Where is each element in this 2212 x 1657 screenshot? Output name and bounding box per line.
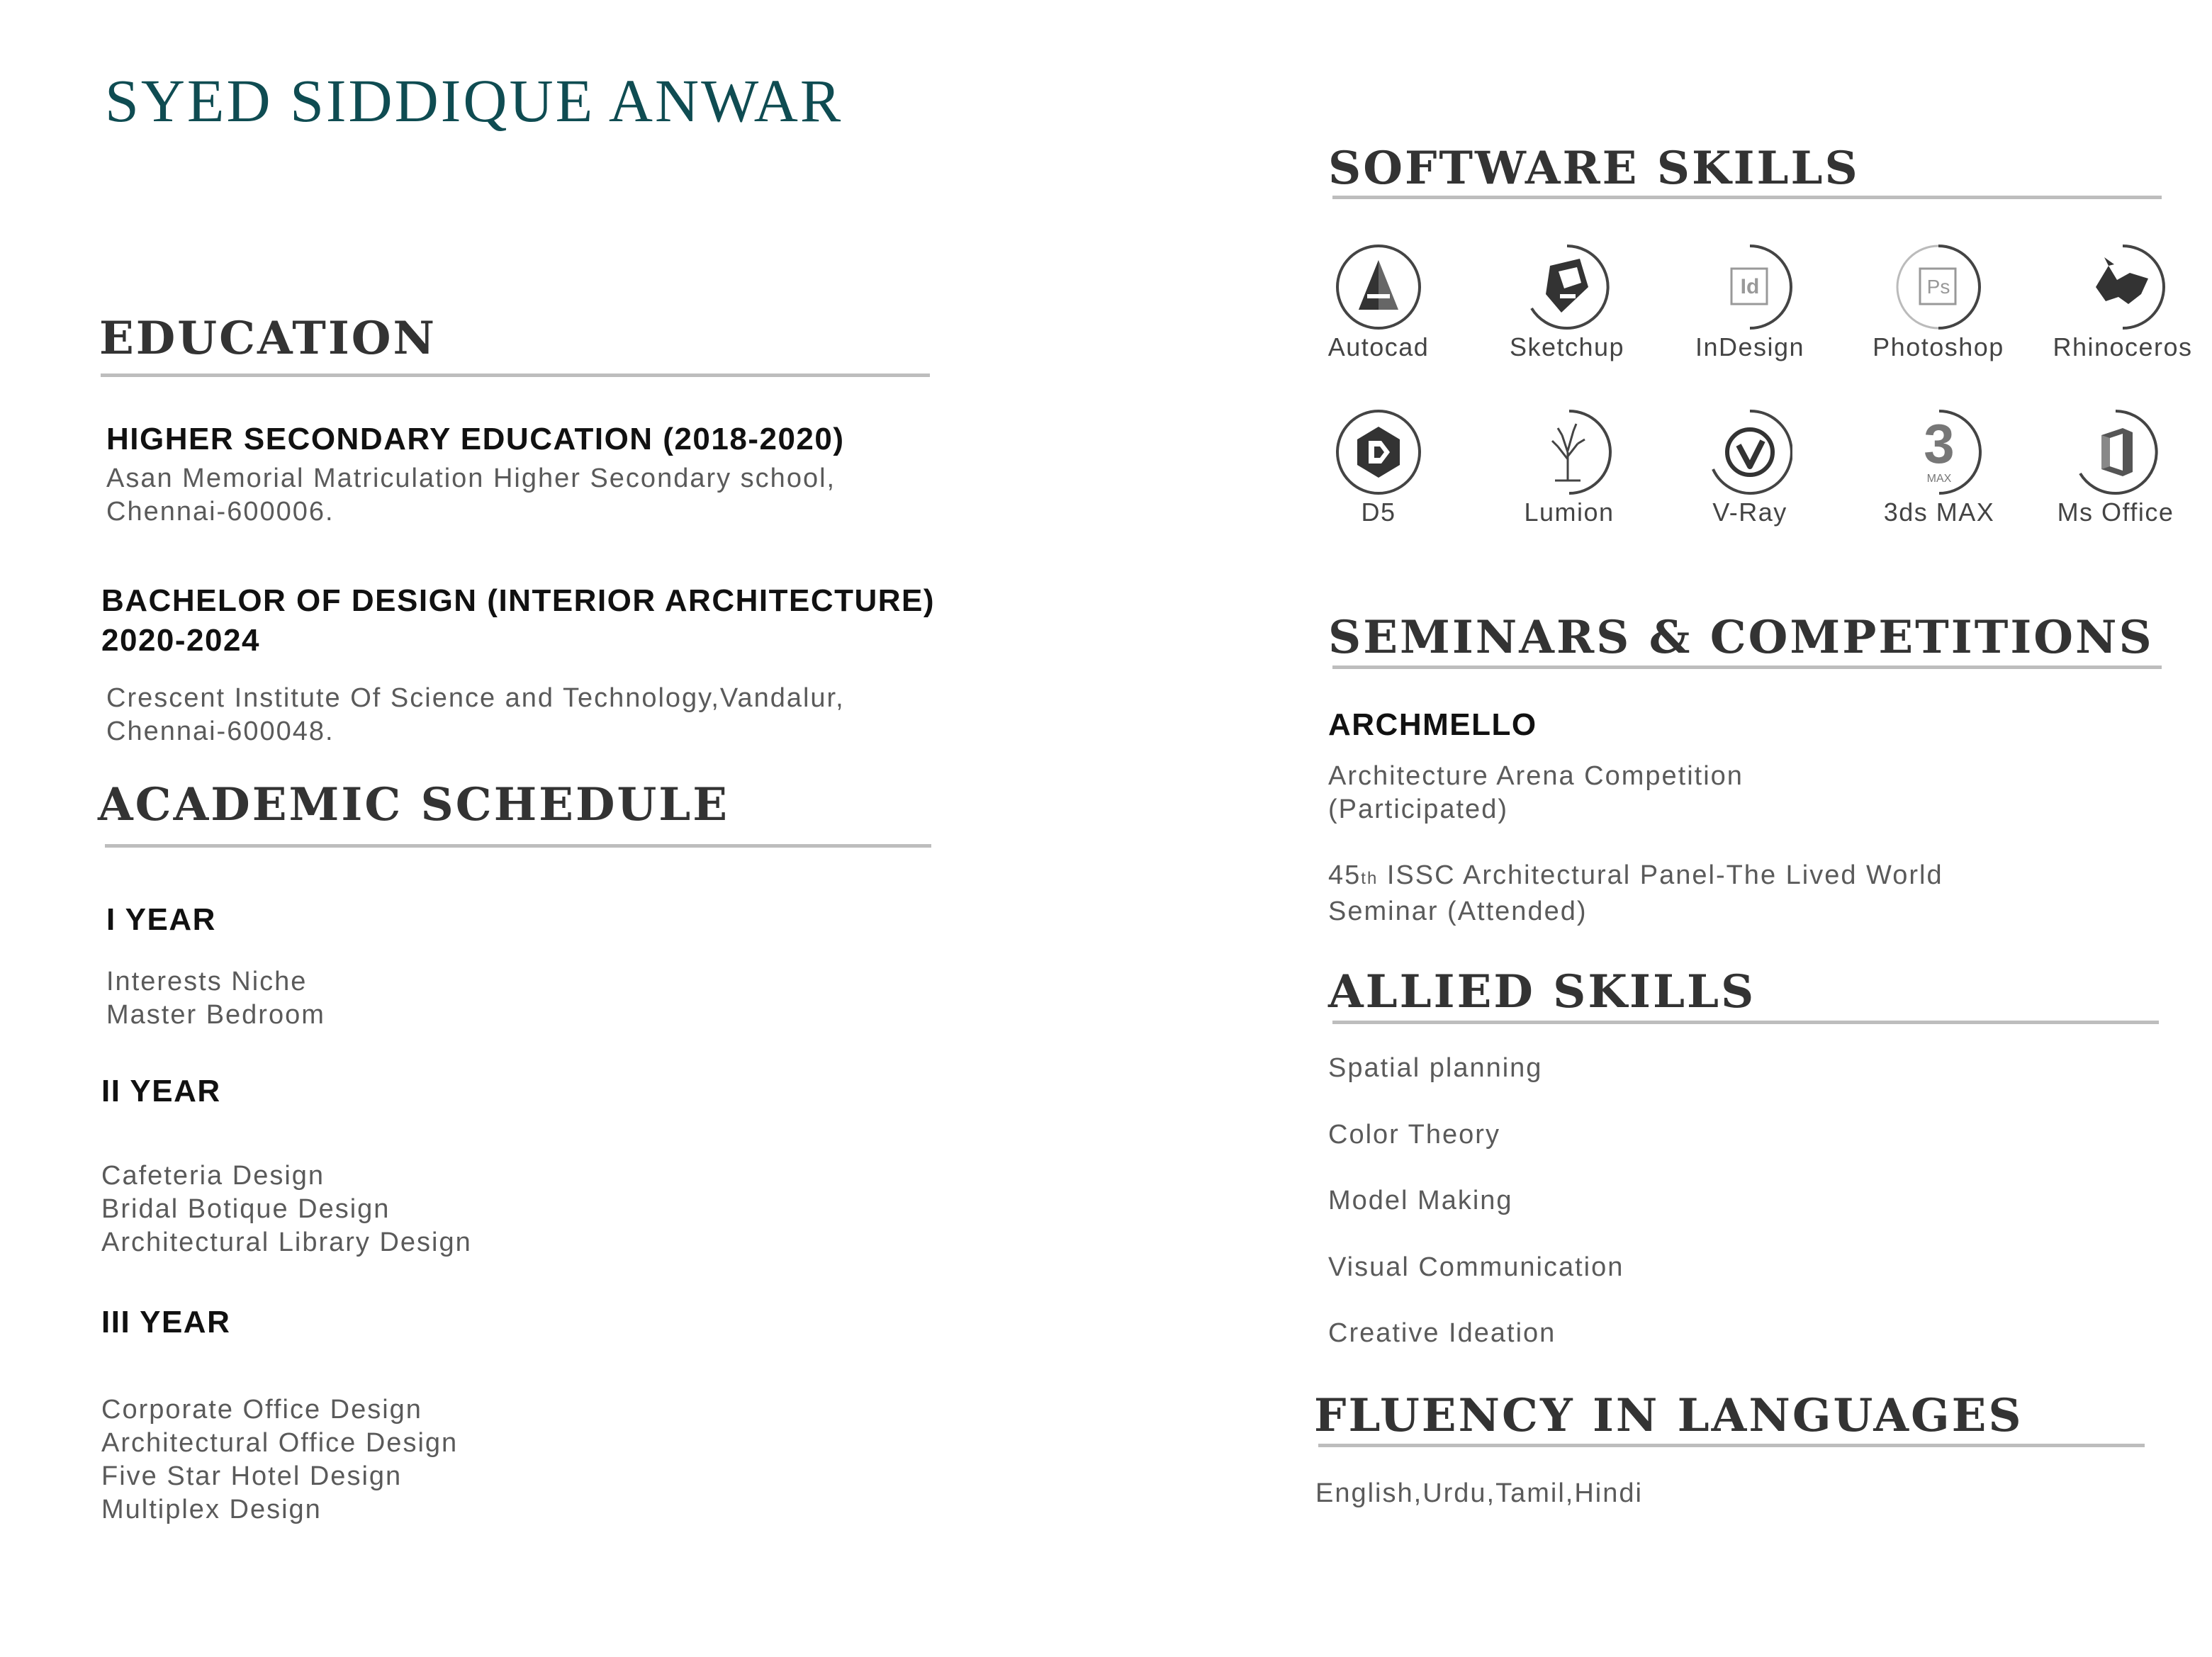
allied-skill: Spatial planning (1328, 1053, 1543, 1083)
software-photoshop (1846, 245, 2031, 362)
software-sketchup (1475, 245, 1659, 362)
seminar-entry-status: (Participated) (1328, 794, 1508, 824)
indesign-glyph: Id (1740, 275, 1760, 298)
3dsmax-glyph: 3 (1924, 412, 1955, 475)
languages-title: FLUENCY IN LANGUAGES (1314, 1389, 2023, 1442)
software-label: Lumion (1524, 498, 1615, 527)
year-projects (101, 1159, 472, 1259)
education-item (106, 420, 845, 529)
software-label: Sketchup (1509, 332, 1625, 361)
seminars-divider (1332, 665, 2162, 669)
software-3dsmax (1847, 410, 2031, 527)
software-divider (1332, 196, 2162, 199)
education-location: Chennai-600048. (106, 717, 335, 746)
rhinoceros-icon (2080, 245, 2165, 330)
seminar-heading: ARCHMELLO (1328, 707, 1537, 742)
education-location: Chennai-600006. (106, 497, 335, 527)
seminar-ordinal: th (1361, 869, 1379, 888)
software-rhinoceros (2031, 245, 2212, 362)
project-item: Corporate Office Design (101, 1395, 422, 1425)
project-item: Cafeteria Design (101, 1161, 325, 1191)
education-item (101, 581, 935, 661)
allied-title: ALLIED SKILLS (1328, 965, 1756, 1018)
software-d5 (1286, 410, 1471, 527)
seminar-entry (1328, 859, 1943, 928)
software-label: Photoshop (1873, 332, 2004, 361)
education-heading: BACHELOR OF DESIGN (INTERIOR ARCHITECTURE) (101, 583, 936, 618)
allied-skill: Visual Communication (1328, 1252, 1624, 1282)
education-school: Crescent Institute Of Science and Technology,Vandalur, (106, 683, 845, 713)
autocad-icon (1336, 245, 1421, 330)
3dsmax-subglyph: MAX (1926, 473, 1952, 485)
software-label: Rhinoceros (2053, 332, 2193, 361)
software-vray (1658, 410, 1842, 527)
software-msoffice (2023, 410, 2208, 527)
project-item: Master Bedroom (106, 1000, 325, 1030)
project-item: Five Star Hotel Design (101, 1461, 403, 1491)
sketchup-icon (1525, 245, 1610, 330)
software-label: V-Ray (1712, 498, 1787, 527)
year-projects (106, 965, 325, 1032)
software-label: Ms Office (2057, 498, 2174, 527)
3dsmax-icon (1897, 410, 1982, 495)
year-label: I YEAR (106, 902, 216, 937)
allied-skill: Model Making (1328, 1186, 1513, 1215)
vray-icon (1707, 410, 1792, 495)
project-item: Architectural Library Design (101, 1228, 472, 1257)
languages-list: English,Urdu,Tamil,Hindi (1315, 1478, 1643, 1508)
msoffice-icon (2073, 410, 2158, 495)
seminar-title-text: ISSC Architectural Panel-The Lived World (1378, 860, 1943, 890)
photoshop-glyph: Ps (1926, 276, 1950, 298)
seminar-entry-status: Seminar (Attended) (1328, 897, 1588, 926)
seminar-number: 45 (1328, 860, 1362, 890)
project-item: Architectural Office Design (101, 1428, 459, 1458)
software-label: D5 (1361, 498, 1396, 527)
software-autocad (1286, 245, 1471, 362)
person-name: SYED SIDDIQUE ANWAR (105, 67, 843, 135)
software-title: SOFTWARE SKILLS (1328, 142, 1860, 195)
allied-divider (1332, 1021, 2159, 1024)
year-label: II YEAR (101, 1074, 221, 1108)
education-heading: HIGHER SECONDARY EDUCATION (2018-2020) (106, 422, 845, 456)
project-item: Multiplex Design (101, 1495, 322, 1524)
seminar-entry-line (1328, 859, 1943, 895)
d5-icon (1336, 410, 1421, 495)
education-title: EDUCATION (99, 312, 437, 365)
education-divider (101, 373, 930, 377)
indesign-icon (1707, 245, 1792, 330)
seminar-entry-line: Architecture Arena Competition (1328, 761, 1744, 791)
education-institute (106, 682, 845, 748)
allied-skill: Creative Ideation (1328, 1318, 1556, 1348)
photoshop-icon (1896, 245, 1981, 330)
software-label: Autocad (1327, 332, 1430, 361)
project-item: Interests Niche (106, 967, 308, 996)
software-lumion (1477, 410, 1661, 527)
education-school: Asan Memorial Matriculation Higher Secondary school, (106, 464, 836, 493)
languages-divider (1318, 1444, 2145, 1447)
software-indesign (1658, 245, 1842, 362)
education-years: 2020-2024 (101, 623, 260, 658)
seminar-entry (1328, 760, 1744, 826)
allied-skill: Color Theory (1328, 1120, 1500, 1150)
software-label: 3ds MAX (1883, 498, 1995, 527)
lumion-icon (1527, 410, 1612, 495)
software-label: InDesign (1695, 332, 1805, 361)
year-projects (101, 1393, 458, 1527)
project-item: Bridal Botique Design (101, 1194, 391, 1224)
academic-title: ACADEMIC SCHEDULE (98, 778, 730, 831)
year-label: III YEAR (101, 1305, 231, 1339)
seminars-title: SEMINARS & COMPETITIONS (1328, 611, 2154, 664)
academic-divider (105, 844, 931, 848)
